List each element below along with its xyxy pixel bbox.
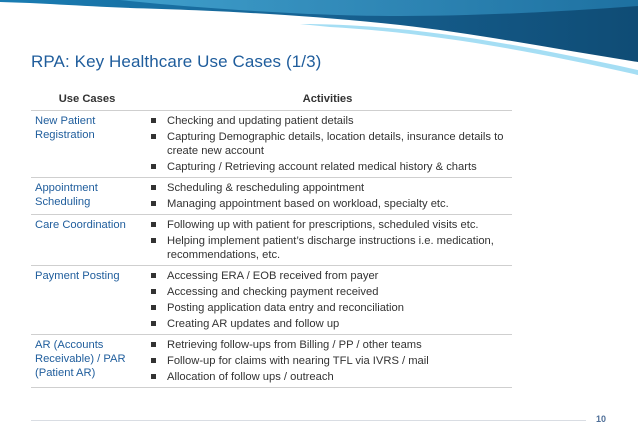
activity-item: [143, 160, 512, 174]
square-bullet-icon: [151, 134, 156, 139]
square-bullet-icon: [151, 222, 156, 227]
use-case-cell: Care Coordination: [31, 215, 143, 266]
activities-cell: [143, 266, 512, 335]
page-title: RPA: Key Healthcare Use Cases (1/3): [31, 52, 322, 71]
activity-item: [143, 234, 512, 262]
activity-text: Capturing Demographic details, location details, insurance details to create new account: [167, 131, 504, 157]
activities-cell: [143, 215, 512, 266]
header-activities: Activities: [143, 88, 512, 111]
table-header-row: [31, 88, 512, 111]
activities-cell: [143, 111, 512, 178]
page-number: 10: [596, 414, 607, 424]
square-bullet-icon: [151, 305, 156, 310]
activity-text: Helping implement patient’s discharge instructions i.e. medication, recommendations, etc.: [167, 235, 494, 261]
activity-item: [143, 269, 512, 283]
activity-text: Retrieving follow-ups from Billing / PP / other teams: [167, 339, 422, 351]
activity-item: [143, 197, 512, 211]
use-case-cell: New Patient Registration: [31, 111, 143, 178]
use-case-cell: AR (Accounts Receivable) / PAR (Patient AR): [31, 335, 143, 388]
square-bullet-icon: [151, 201, 156, 206]
use-case-cell: Payment Posting: [31, 266, 143, 335]
square-bullet-icon: [151, 185, 156, 190]
activity-text: Allocation of follow ups / outreach: [167, 371, 334, 383]
square-bullet-icon: [151, 164, 156, 169]
square-bullet-icon: [151, 321, 156, 326]
square-bullet-icon: [151, 118, 156, 123]
activity-item: [143, 354, 512, 368]
header-use-cases: Use Cases: [31, 88, 143, 111]
activity-text: Capturing / Retrieving account related medical history & charts: [167, 161, 477, 173]
table-row: [31, 111, 512, 178]
activity-text: Accessing and checking payment received: [167, 286, 379, 298]
use-case-cell: Appointment Scheduling: [31, 178, 143, 215]
activity-item: [143, 218, 512, 232]
footer-divider: [31, 420, 586, 421]
activity-item: [143, 181, 512, 195]
activities-cell: [143, 335, 512, 388]
table-row: [31, 215, 512, 266]
activity-item: [143, 285, 512, 299]
square-bullet-icon: [151, 273, 156, 278]
square-bullet-icon: [151, 374, 156, 379]
activity-text: Follow-up for claims with nearing TFL via IVRS / mail: [167, 355, 429, 367]
activity-list: [143, 269, 512, 331]
activity-text: Scheduling & rescheduling appointment: [167, 182, 365, 194]
table-row: [31, 178, 512, 215]
activity-item: [143, 130, 512, 158]
activity-item: [143, 370, 512, 384]
activity-list: [143, 114, 512, 174]
activity-list: [143, 181, 512, 211]
table-row: [31, 266, 512, 335]
activity-list: [143, 338, 512, 384]
use-cases-table: [31, 88, 512, 388]
activity-list: [143, 218, 512, 262]
activity-item: [143, 317, 512, 331]
activity-text: Creating AR updates and follow up: [167, 318, 340, 330]
activity-text: Checking and updating patient details: [167, 115, 354, 127]
activity-item: [143, 301, 512, 315]
activity-text: Following up with patient for prescriptions, scheduled visits etc.: [167, 219, 479, 231]
square-bullet-icon: [151, 358, 156, 363]
square-bullet-icon: [151, 342, 156, 347]
activity-text: Accessing ERA / EOB received from payer: [167, 270, 379, 282]
table-row: [31, 335, 512, 388]
square-bullet-icon: [151, 238, 156, 243]
square-bullet-icon: [151, 289, 156, 294]
activity-text: Posting application data entry and reconciliation: [167, 302, 404, 314]
activity-item: [143, 114, 512, 128]
activity-item: [143, 338, 512, 352]
activity-text: Managing appointment based on workload, specialty etc.: [167, 198, 449, 210]
activities-cell: [143, 178, 512, 215]
